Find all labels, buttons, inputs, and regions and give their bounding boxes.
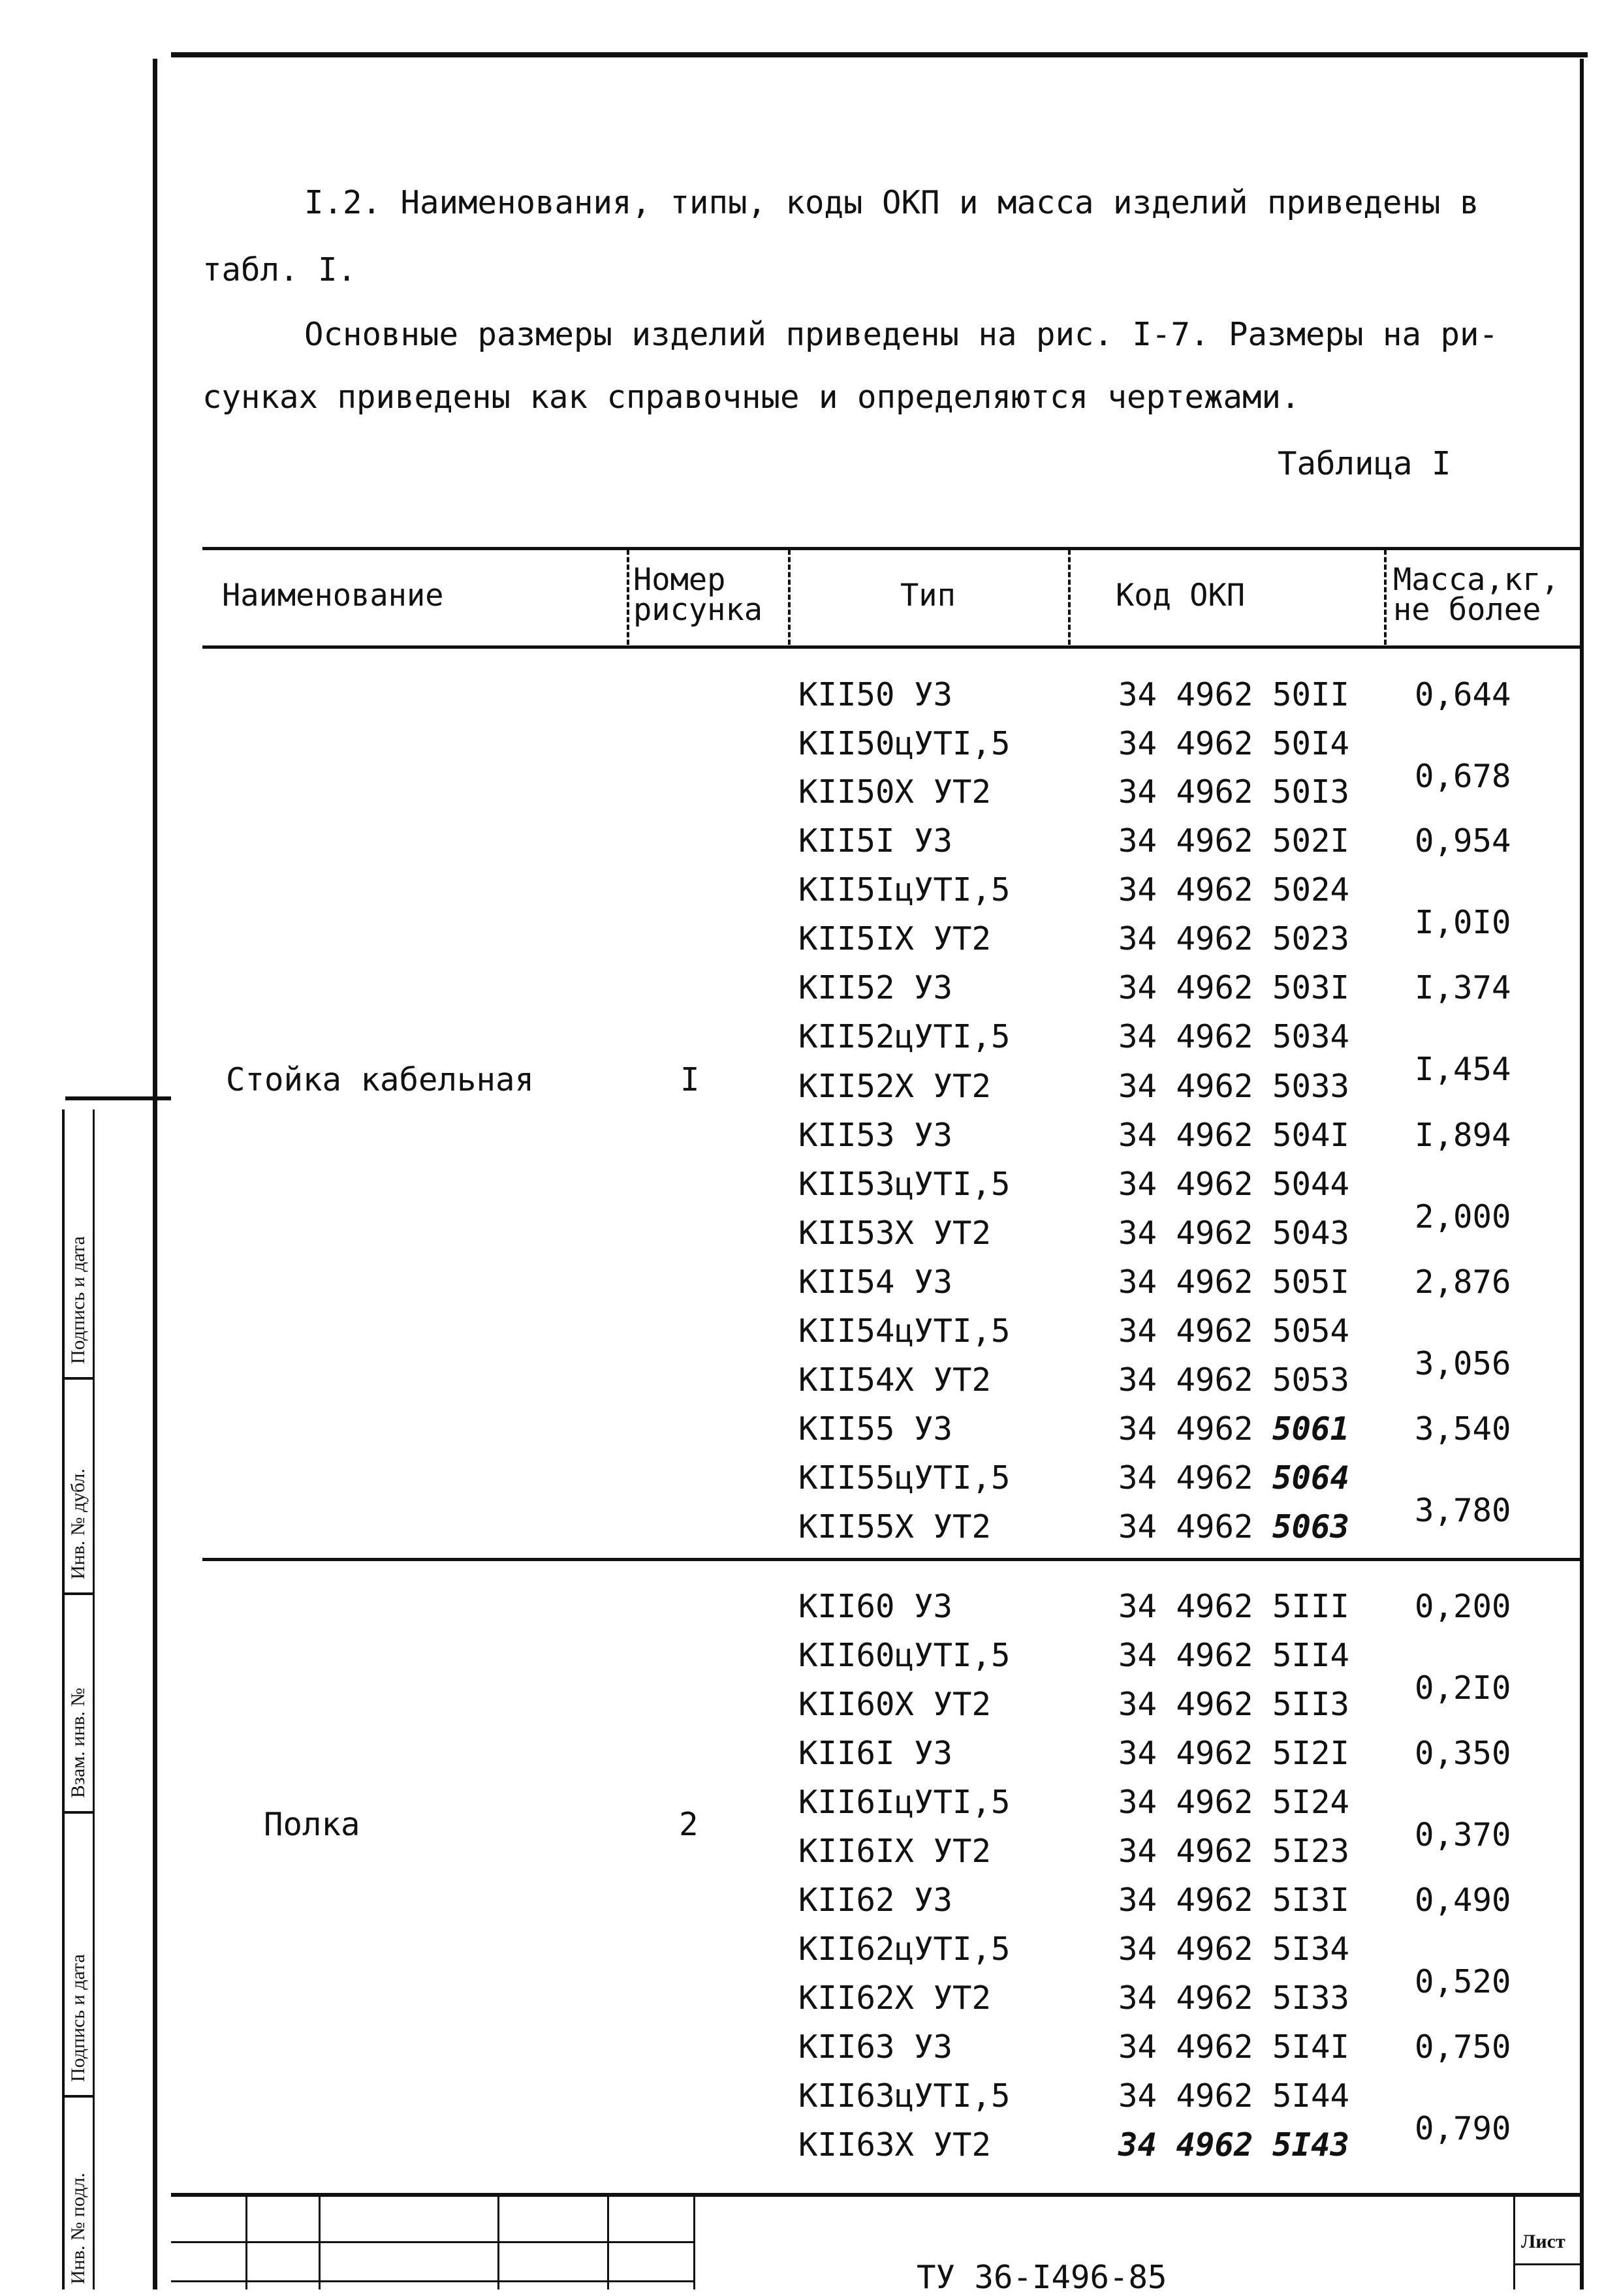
- table-caption: Таблица I: [1278, 445, 1451, 482]
- row-mass: I,0I0: [1415, 904, 1511, 941]
- row-mass: I,374: [1415, 969, 1511, 1006]
- title-block-col-5: [693, 2197, 695, 2289]
- intro-line-1: I.2. Наименования, типы, коды ОКП и масса изделий приведены в: [304, 184, 1479, 221]
- row-code: [1118, 1884, 1349, 1917]
- row-code-printed: 34 4962 5I34: [1118, 1931, 1350, 1968]
- row-code-printed: 34 4962 5043: [1118, 1215, 1350, 1252]
- row-code: [1118, 1119, 1349, 1152]
- row-code: [1118, 2077, 1350, 2115]
- row-type: КII52Х УТ2: [798, 1068, 992, 1105]
- row-type: КII55 У3: [798, 1410, 953, 1448]
- row-type: КII54Х УТ2: [798, 1361, 992, 1399]
- row-code: [1118, 1361, 1350, 1399]
- row-mass: 0,490: [1415, 1882, 1511, 1919]
- row-mass: 3,540: [1415, 1410, 1511, 1448]
- document-code: ТУ 36-I496-85: [917, 2259, 1167, 2296]
- intro-line-4: сунках приведены как справочные и определяются чертежами.: [202, 379, 1300, 416]
- row-type: КII60Х УТ2: [798, 1686, 992, 1723]
- row-mass: 0,750: [1415, 2028, 1511, 2066]
- row-code: [1118, 969, 1350, 1006]
- title-block-sheet-col: [1513, 2197, 1515, 2289]
- row-code-printed: 34 4962: [1118, 1410, 1273, 1448]
- row-code: [1118, 1786, 1349, 1819]
- row-type: КII50 У3: [798, 676, 953, 713]
- header-separator-1: [627, 550, 629, 645]
- row-code: [1118, 1018, 1350, 1055]
- row-type: КII62 У3: [798, 1882, 953, 1919]
- stamp-label-signature-date-2: Подпись и дата: [67, 1954, 89, 2082]
- table-header-rule: [202, 645, 1580, 649]
- row-code-printed: 34 4962 5I23: [1118, 1833, 1350, 1870]
- header-separator-3: [1068, 550, 1071, 645]
- row-code: [1118, 1979, 1350, 2017]
- row-code-printed: 34 4962 5023: [1118, 920, 1350, 957]
- row-code-printed: 34 4962 50I4: [1118, 725, 1350, 762]
- stamp-separator-3: [62, 1811, 95, 1814]
- row-type: КII55Х УТ2: [798, 1508, 992, 1545]
- stamp-label-signature-date: Подпись и дата: [67, 1236, 89, 1364]
- row-code-printed: 34 4962 5I33: [1118, 1979, 1350, 2017]
- row-code: [1118, 2028, 1350, 2066]
- title-block-col-3: [497, 2197, 499, 2289]
- row-code-printed: 34 4962 5I44: [1118, 2077, 1350, 2115]
- row-code-printed: 34 4962 5034: [1118, 1018, 1350, 1055]
- row-code-printed: 34 4962 502I: [1118, 822, 1350, 860]
- row-code: [1118, 822, 1350, 860]
- row-type: КII63цУТI,5: [798, 2077, 1011, 2115]
- row-code: [1118, 1168, 1349, 1201]
- intro-line-3: Основные размеры изделий приведены на рис. I-7. Размеры на ри-: [304, 316, 1499, 353]
- group-figure: 2: [679, 1806, 699, 1843]
- stamp-mid-rule: [93, 1109, 95, 2289]
- row-type: КII53цУТI,5: [798, 1166, 1011, 1203]
- header-code: Код ОКП: [1116, 578, 1246, 613]
- row-code-handwritten: 5061: [1272, 1410, 1350, 1448]
- row-type: КII50Х УТ2: [798, 773, 992, 811]
- row-code: [1118, 676, 1350, 713]
- row-type: КII6I У3: [798, 1735, 953, 1772]
- row-code-printed: 34 4962 505I: [1118, 1264, 1350, 1301]
- stamp-inner-rule: [62, 1109, 65, 2289]
- row-type: КII62Х УТ2: [798, 1979, 992, 2017]
- row-code: [1118, 1835, 1349, 1868]
- stamp-label-replace-inv: Взам. инв. №: [67, 1687, 89, 1798]
- header-type: Тип: [900, 578, 956, 613]
- title-block-bottom-rule: [171, 2280, 693, 2282]
- row-code: [1118, 920, 1350, 957]
- row-code-handwritten: 5064: [1272, 1459, 1350, 1497]
- group-divider: [202, 1558, 1580, 1561]
- row-code: [1118, 1217, 1349, 1250]
- stamp-top-rule: [65, 1096, 171, 1100]
- row-mass: 0,644: [1415, 676, 1511, 713]
- row-mass: 3,056: [1415, 1345, 1511, 1382]
- row-type: КII60 У3: [798, 1588, 953, 1625]
- group-name: Стойка кабельная: [226, 1061, 535, 1098]
- row-code-printed: 34 4962 5054: [1118, 1312, 1350, 1350]
- row-mass: 0,350: [1415, 1735, 1511, 1772]
- title-block-col-2: [319, 2197, 321, 2289]
- right-border: [1580, 59, 1584, 2289]
- stamp-label-dup-inv: Инв. № дубл.: [67, 1468, 89, 1579]
- row-code-printed: 34 4962 5III: [1118, 1588, 1350, 1625]
- row-code-printed: 34 4962 5I4I: [1118, 2028, 1350, 2066]
- top-border: [171, 52, 1588, 57]
- title-block-top-rule: [171, 2193, 1584, 2197]
- row-code-printed: 34 4962: [1118, 1459, 1273, 1497]
- row-type: КII6IХ УТ2: [798, 1833, 992, 1870]
- row-type: КII5I У3: [798, 822, 953, 860]
- row-code: [1118, 1737, 1349, 1770]
- row-type: КII53Х УТ2: [798, 1215, 992, 1252]
- row-type: КII5IХ УТ2: [798, 920, 992, 957]
- row-type: КII63Х УТ2: [798, 2126, 992, 2164]
- row-code-handwritten: 5063: [1272, 1508, 1350, 1545]
- header-separator-2: [788, 550, 791, 645]
- stamp-separator-1: [62, 1377, 95, 1380]
- row-code-printed: 34 4962 5I2I: [1118, 1735, 1350, 1772]
- row-mass: 2,000: [1415, 1198, 1511, 1235]
- row-mass: I,454: [1415, 1051, 1511, 1088]
- header-figure-line-2: рисунка: [633, 592, 763, 628]
- row-type: КII5IцУТI,5: [798, 871, 1011, 908]
- row-code-printed: 34 4962 50I3: [1118, 773, 1350, 811]
- stamp-separator-4: [62, 2095, 95, 2098]
- title-block-sheet-rule: [1513, 2263, 1584, 2265]
- row-type: КII54 У3: [798, 1264, 953, 1301]
- row-code-printed: 34 4962 504I: [1118, 1117, 1350, 1154]
- row-code-printed: 34 4962 5I24: [1118, 1784, 1350, 1821]
- group-figure: I: [680, 1061, 700, 1098]
- row-code: [1118, 1459, 1350, 1497]
- row-code: [1118, 1639, 1349, 1672]
- row-code-handwritten: 34 4962 5I43: [1118, 2126, 1350, 2164]
- row-mass: 0,520: [1415, 1963, 1511, 2000]
- row-mass: 0,790: [1415, 2110, 1511, 2147]
- row-mass: 0,370: [1415, 1816, 1511, 1854]
- row-code-printed: 34 4962 5II4: [1118, 1637, 1350, 1674]
- header-name: Наименование: [222, 578, 444, 613]
- row-code: [1118, 1266, 1349, 1299]
- row-code: [1118, 1508, 1350, 1545]
- row-code: [1118, 1590, 1349, 1623]
- header-mass-line-2: не более: [1393, 592, 1541, 628]
- stamp-label-original-inv: Инв. № подл.: [67, 2173, 89, 2284]
- row-code-printed: 34 4962 5044: [1118, 1166, 1350, 1203]
- title-block-col-4: [607, 2197, 609, 2289]
- row-mass: 0,200: [1415, 1588, 1511, 1625]
- row-type: КII60цУТI,5: [798, 1637, 1011, 1674]
- row-mass: 2,876: [1415, 1264, 1511, 1301]
- row-mass: 0,954: [1415, 822, 1511, 860]
- intro-line-2: табл. I.: [202, 251, 357, 288]
- row-code: [1118, 773, 1350, 811]
- row-type: КII54цУТI,5: [798, 1312, 1011, 1350]
- row-mass: 3,780: [1415, 1492, 1511, 1529]
- row-code-printed: 34 4962 50II: [1118, 676, 1350, 713]
- row-code-printed: 34 4962 5033: [1118, 1068, 1350, 1105]
- row-code: [1118, 871, 1350, 908]
- row-type: КII55цУТI,5: [798, 1459, 1011, 1497]
- row-code: [1118, 1933, 1349, 1966]
- row-type: КII52цУТI,5: [798, 1018, 1011, 1055]
- header-mass-line-1: Масса,кг,: [1393, 562, 1560, 598]
- row-code: [1118, 725, 1350, 762]
- header-separator-4: [1384, 550, 1387, 645]
- stamp-separator-2: [62, 1592, 95, 1595]
- row-code: [1118, 1312, 1350, 1350]
- row-code-printed: 34 4962 5I3I: [1118, 1882, 1350, 1919]
- row-type: КII50цУТI,5: [798, 725, 1011, 762]
- title-block-col-1: [245, 2197, 247, 2289]
- row-code-printed: 34 4962 5II3: [1118, 1686, 1350, 1723]
- row-code: [1118, 1688, 1349, 1721]
- row-code-printed: 34 4962 5053: [1118, 1361, 1350, 1399]
- row-type: КII53 У3: [798, 1117, 953, 1154]
- row-mass: I,894: [1415, 1117, 1511, 1154]
- row-mass: 0,678: [1415, 758, 1511, 795]
- row-code: [1118, 1070, 1349, 1103]
- row-code: [1118, 1410, 1350, 1448]
- left-border: [153, 59, 157, 2289]
- row-code-printed: 34 4962 503I: [1118, 969, 1350, 1006]
- row-mass: 0,2I0: [1415, 1669, 1511, 1707]
- row-type: КII62цУТI,5: [798, 1931, 1011, 1968]
- row-code: [1118, 2126, 1350, 2164]
- row-code-printed: 34 4962 5024: [1118, 871, 1350, 908]
- table-top-rule: [202, 547, 1580, 550]
- group-name: Полка: [264, 1806, 360, 1843]
- row-code-printed: 34 4962: [1118, 1508, 1273, 1545]
- row-type: КII6IцУТI,5: [798, 1784, 1011, 1821]
- header-figure-line-1: Номер: [633, 562, 726, 598]
- title-block-mid-rule: [171, 2241, 693, 2243]
- row-type: КII52 У3: [798, 969, 953, 1006]
- sheet-label: Лист: [1521, 2231, 1565, 2252]
- row-type: КII63 У3: [798, 2028, 953, 2066]
